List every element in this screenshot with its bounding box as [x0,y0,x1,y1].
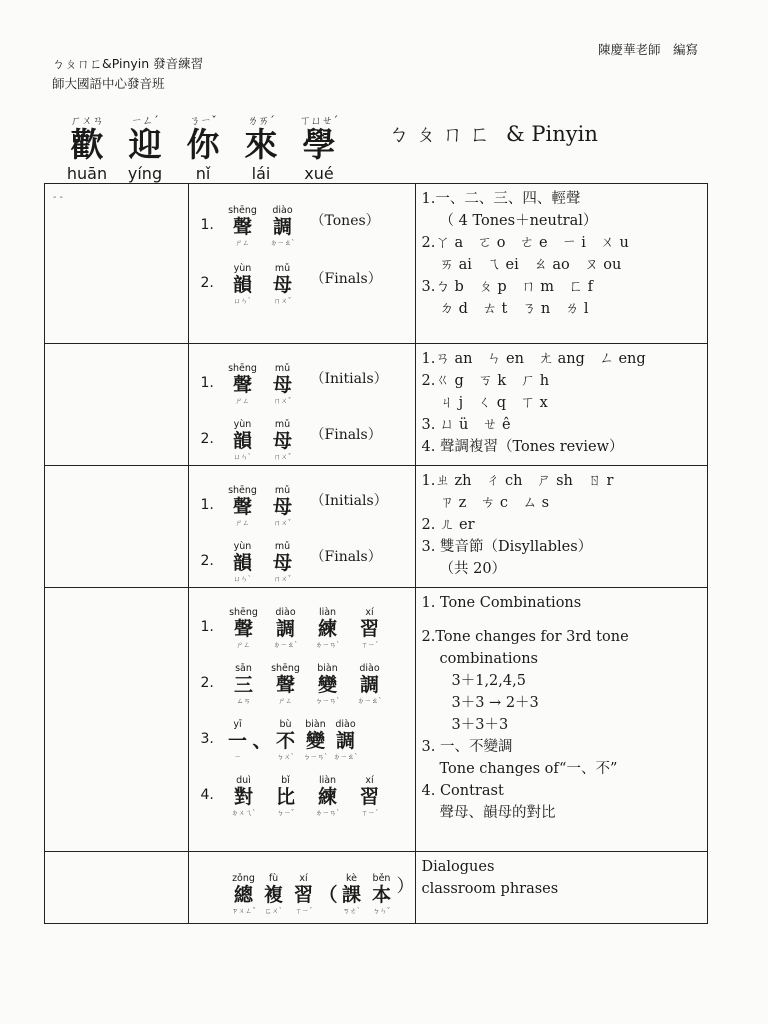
topic-item [201,250,415,306]
content-line: 4. Contrast [421,783,504,799]
content-line: 2.Tone changes for 3rd tone [421,629,629,645]
row-blank-cell [45,588,189,852]
row-blank-cell [45,184,189,344]
header-author: 陳慶華老師 編寫 [597,42,698,57]
topic-syllable: yùn 韻 ㄩㄣˋ [232,541,252,583]
topic-item [201,594,415,650]
title-zhuyin: ㄅㄆㄇㄈ [388,122,496,146]
content-line: 2.ㄍ g ㄎ k ㄏ h [421,373,550,389]
topic-syllable: fù 複 ㄈㄨˋ [263,873,283,915]
content-line: 1. Tone Combinations [421,595,582,611]
content-line: 3. ㄩ ü ㄝ ê [421,417,511,433]
title-char: ㄧㄥˊ 迎 yíng [127,114,163,183]
topic-syllable: xí 習 ㄒㄧˊ [293,873,313,915]
header-left [52,54,203,94]
topic-syllable: bù 不 ㄅㄨˋ [275,719,295,761]
content-line: 1.ㄢ an ㄣ en ㄤ ang ㄥ eng [421,351,646,367]
row-topic-cell [188,588,415,852]
row-mark: - - [53,192,63,203]
title-char: ㄌㄞˊ 來 lái [244,114,278,183]
row-content-cell [415,344,708,466]
content-line: 1.ㄓ zh ㄔ ch ㄕ sh ㄖ r [421,473,614,489]
content-line: 3＋3 → 2＋3 [451,695,539,711]
row-topic-cell [188,184,415,344]
table-row [45,466,708,588]
row-content-cell [415,852,708,924]
topic-item [201,472,415,528]
row-mark [45,344,188,352]
content-line: 1.一、二、三、四、輕聲 [421,191,581,207]
row-blank-cell [45,344,189,466]
topic-syllable: （ [318,884,338,906]
topic-gloss: （Tones） [310,213,380,229]
topic-syllable: mǔ 母 ㄇㄨˇ [272,419,292,461]
row-topic-cell [188,852,415,924]
content-line: ㄉ d ㄊ t ㄋ n ㄌ l [439,301,589,317]
topic-syllable: diào 調 ㄉㄧㄠˋ [270,205,295,247]
topic-syllable: shēng 聲 ㄕㄥ [271,663,300,705]
topic-syllable: duì 對 ㄉㄨㄟˋ [231,775,256,817]
table-row [45,852,708,924]
topic-item [201,528,415,584]
topic-syllable: mǔ 母 ㄇㄨˇ [272,363,292,405]
topic-syllable: shēng 聲 ㄕㄥ [228,363,257,405]
topic-number: 1. [200,217,214,233]
content-line: 3.ㄅ b ㄆ p ㄇ m ㄈ f [421,279,593,295]
title-char: ㄒㄩㄝˊ 學 xué [299,114,339,183]
content-line: 3. 雙音節（Disyllables） [421,539,593,555]
content-line: 2. ㄦ er [421,517,475,533]
topic-syllable: běn 本 ㄅㄣˇ [371,873,391,915]
content-line: 3＋3＋3 [451,717,509,733]
topic-syllable: bǐ 比 ㄅㄧˇ [275,775,295,817]
topic-number: 1. [200,497,214,513]
content-line [422,614,708,626]
content-line: 聲母、韻母的對比 [439,805,556,821]
topic-syllable: liàn 練 ㄌㄧㄢˋ [315,607,340,649]
row-mark [45,466,188,474]
topic-number: 1. [200,375,214,391]
content-line: ㄗ z ㄘ c ㄙ s [439,495,550,511]
content-line: combinations [439,651,538,667]
content-line: 3. 一、不變調 [421,739,513,755]
row-mark [45,588,188,596]
topic-number: 2. [200,275,214,291]
topic-syllable: diào 調 ㄉㄧㄠˋ [273,607,298,649]
table-row [45,184,708,344]
content-line: ㄐ j ㄑ q ㄒ x [439,395,548,411]
topic-syllable: biàn 變 ㄅㄧㄢˋ [303,719,328,761]
row-content-cell [415,184,708,344]
topic-syllable: xí 習 ㄒㄧˊ [359,775,379,817]
topic-syllable: mǔ 母 ㄇㄨˇ [272,541,292,583]
topic-number: 2. [200,431,214,447]
title-char: ㄋㄧˇ 你 nǐ [186,114,220,183]
topic-item [201,762,415,818]
topic-syllable: mǔ 母 ㄇㄨˇ [272,485,292,527]
topic-gloss: （Initials） [310,493,388,509]
lesson-table [44,183,708,924]
topic-syllable: sān 三 ㄙㄢ [233,663,253,705]
topic-syllable: yùn 韻 ㄩㄣˋ [232,419,252,461]
content-line: Tone changes of“一、不” [439,761,618,777]
topic-item [201,706,415,762]
topic-gloss: （Finals） [310,271,382,287]
topic-syllable: diào 調 ㄉㄧㄠˋ [357,663,382,705]
topic-syllable: shēng 聲 ㄕㄥ [228,485,257,527]
topic-item [207,860,415,916]
topic-syllable: yùn 韻 ㄩㄣˋ [232,263,252,305]
topic-syllable: mǔ 母 ㄇㄨˇ [272,263,292,305]
row-topic-cell [188,466,415,588]
table-row [45,344,708,466]
content-line: （ 4 Tones＋neutral） [439,213,598,229]
title-pinyin: & Pinyin [506,122,598,146]
title-subtitle [388,118,598,148]
topic-syllable: xí 習 ㄒㄧˊ [359,607,379,649]
topic-syllable: diào 調 ㄉㄧㄠˋ [333,719,358,761]
topic-number [207,901,229,916]
row-mark [45,852,188,860]
topic-number: 2. [200,553,214,569]
topic-number: 4. [200,787,214,803]
content-line: （共 20） [439,561,507,577]
content-line: 2.ㄚ a ㄛ o ㄜ e ㄧ i ㄨ u [421,235,629,251]
topic-gloss: （Finals） [310,549,382,565]
content-line: ㄞ ai ㄟ ei ㄠ ao ㄡ ou [439,257,622,273]
topic-gloss: （Finals） [310,427,382,443]
topic-item [201,192,415,248]
topic-syllable: shēng 聲 ㄕㄥ [229,607,258,649]
row-topic-cell [188,344,415,466]
topic-gloss: ） [396,876,415,897]
topic-syllable: zǒng 總 ㄗㄨㄥˇ [231,873,256,915]
header-course-title: ㄅㄆㄇㄈ&Pinyin 發音練習 [52,56,204,71]
topic-syllable: 、 [252,730,272,752]
title-char: ㄏㄨㄢ 歡 huān [66,114,108,183]
topic-item [201,406,415,462]
topic-syllable: kè 課 ㄎㄜˋ [341,873,361,915]
topic-syllable: yī 一 ㄧ [227,719,247,761]
table-row [45,588,708,852]
topic-syllable: liàn 練 ㄌㄧㄢˋ [315,775,340,817]
header-class-name: 師大國語中心發音班 [52,76,165,91]
page-title [58,112,348,183]
topic-syllable: biàn 變 ㄅㄧㄢˋ [315,663,340,705]
topic-syllable: shēng 聲 ㄕㄥ [228,205,257,247]
topic-gloss: （Initials） [310,371,388,387]
topic-number: 1. [200,619,214,635]
content-line: Dialogues [421,859,495,875]
row-blank-cell [45,852,189,924]
topic-item [201,650,415,706]
row-blank-cell [45,466,189,588]
content-line: 4. 聲調複習（Tones review） [421,439,624,455]
content-line: 3＋1,2,4,5 [451,673,526,689]
row-content-cell [415,466,708,588]
topic-item [201,350,415,406]
topic-number: 3. [200,731,214,747]
row-content-cell [415,588,708,852]
topic-number: 2. [200,675,214,691]
content-line: classroom phrases [421,881,559,897]
